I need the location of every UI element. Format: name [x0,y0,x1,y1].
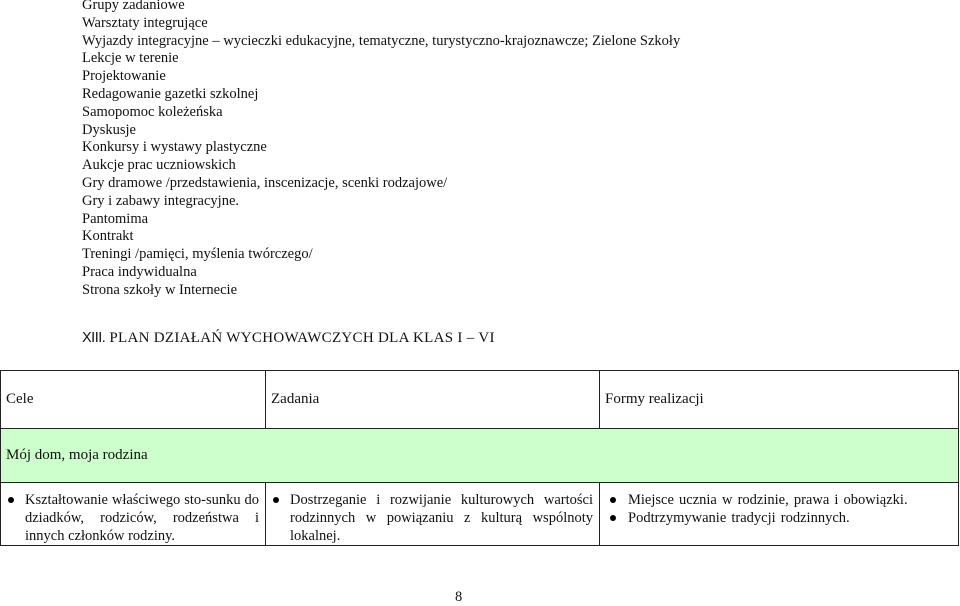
list-item: Praca indywidualna [82,263,197,280]
list-item: Pantomima [82,210,149,227]
table-group-row [1,429,959,483]
list-item: Grupy zadaniowe [82,0,185,13]
list-item: Strona szkoły w Internecie [82,281,238,298]
list-item [604,509,952,527]
list-item: Gry dramowe /przedstawienia, inscenizacje, scenki rodzajowe/ [82,174,448,191]
list-item: Treningi /pamięci, myślenia twórczego/ [82,246,313,263]
list-item-text: Podtrzymywanie tradycji rodzinnych. [628,510,850,526]
bullet-icon [8,497,14,503]
list-item: Aukcje prac uczniowskich [82,157,236,174]
forms-of-realization-list [82,0,680,300]
bullet-icon [273,497,279,503]
bullet-icon [610,497,616,503]
list-item-text: Dostrzeganie i rozwijanie kulturowych wartości rodzinnych w powiązaniu z kulturą wspólnoty lokalnej. [290,492,593,544]
list-item [604,491,952,509]
cell-cele [1,483,266,546]
list-item: Gry i zabawy integracyjne. [82,192,240,209]
section-heading [82,330,495,347]
list-item: Samopomoc koleżeńska [82,103,223,120]
plan-table [0,370,959,546]
list-item: Warsztaty integrujące [82,14,208,31]
list-item: Dyskusje [82,121,136,138]
list-item: Redagowanie gazetki szkolnej [82,85,259,102]
section-number: XIII. [82,330,106,346]
table-row [1,483,959,546]
page-number: 8 [455,589,463,605]
cell-formy-realizacji [600,483,959,546]
table-header-row [1,371,959,429]
cele-list [1,483,265,545]
list-item [5,491,259,545]
header-zadania: Zadania [266,371,600,429]
list-item: Kontrakt [82,228,134,245]
section-title: PLAN DZIAŁAŃ WYCHOWAWCZYCH DLA KLAS I – VI [109,330,495,346]
header-cele: Cele [1,371,266,429]
list-item-text: Miejsce ucznia w rodzinie, prawa i obowiązki. [628,492,908,508]
bullet-icon [610,515,616,521]
list-item: Wyjazdy integracyjne – wycieczki edukacyjne, tematyczne, turystyczno-krajoznawcze; Zielone Szkoły [82,32,681,49]
group-title: Mój dom, moja rodzina [1,429,959,483]
list-item: Lekcje w terenie [82,50,179,67]
list-item: Projektowanie [82,68,166,85]
list-item [270,491,593,545]
zadania-list [266,483,599,545]
list-item: Konkursy i wystawy plastyczne [82,139,267,156]
cell-zadania [266,483,600,546]
list-item-text: Kształtowanie właściwego sto-sunku do dziadków, rodziców, rodzeństwa i innych członków rodziny. [25,492,259,544]
formy-list [600,483,958,527]
header-formy-realizacji: Formy realizacji [600,371,959,429]
